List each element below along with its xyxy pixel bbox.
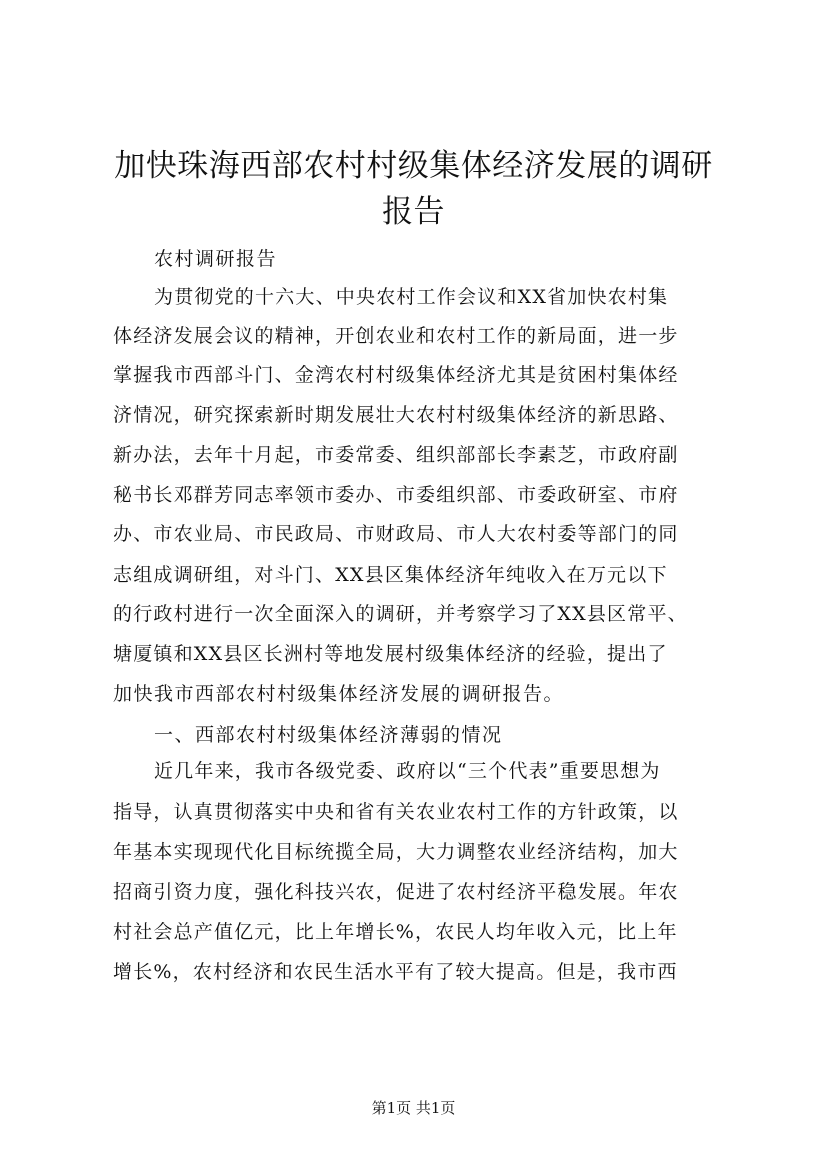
body-line: 塘厦镇和XX县区长洲村等地发展村级集体经济的经验，提出了 [113,643,668,665]
body-line: 增长%，农村经济和农民生活水平有了较大提高。但是，我市西 [113,961,678,983]
body-line: 志组成调研组，对斗门、XX县区集体经济年纯收入在万元以下 [113,564,668,586]
body-line: 新办法，去年十月起，市委常委、组织部部长李素芝，市政府副 [113,444,679,466]
body-line: 为贯彻党的十六大、中央农村工作会议和XX省加快农村集 [154,286,669,308]
body-line: 招商引资力度，强化科技兴农，促进了农村经济平稳发展。年农 [113,881,679,903]
body-line: 村社会总产值亿元，比上年增长%，农民人均年收入元，比上年 [113,921,678,943]
body-line: 农村调研报告 [154,248,278,270]
document-title: 加快珠海西部农村村级集体经济发展的调研报告 [114,148,713,230]
body-line: 的行政村进行一次全面深入的调研，并考察学习了XX县区常平、 [113,603,688,625]
body-line: 加快我市西部农村村级集体经济发展的调研报告。 [113,683,565,705]
body-line: 年基本实现现代化目标统揽全局，大力调整农业经济结构，加大 [113,841,679,863]
body-line: 秘书长邓群芳同志率领市委办、市委组织部、市委政研室、市府 [113,484,679,506]
body-line: 近几年来，我市各级党委、政府以“三个代表”重要思想为 [154,760,661,782]
page-footer: 第1页 共1页 [371,1099,456,1117]
body-line: 指导，认真贯彻落实中央和省有关农业农村工作的方针政策，以 [113,801,679,823]
body-line: 一、西部农村村级集体经济薄弱的情况 [154,724,503,746]
body-line: 办、市农业局、市民政局、市财政局、市人大农村委等部门的同 [113,523,679,545]
body-line: 体经济发展会议的精神，开创农业和农村工作的新局面，进一步 [113,325,679,347]
body-line: 济情况，研究探索新时期发展壮大农村村级集体经济的新思路、 [113,404,679,426]
body-line: 掌握我市西部斗门、金湾农村村级集体经济尤其是贫困村集体经 [113,364,679,386]
